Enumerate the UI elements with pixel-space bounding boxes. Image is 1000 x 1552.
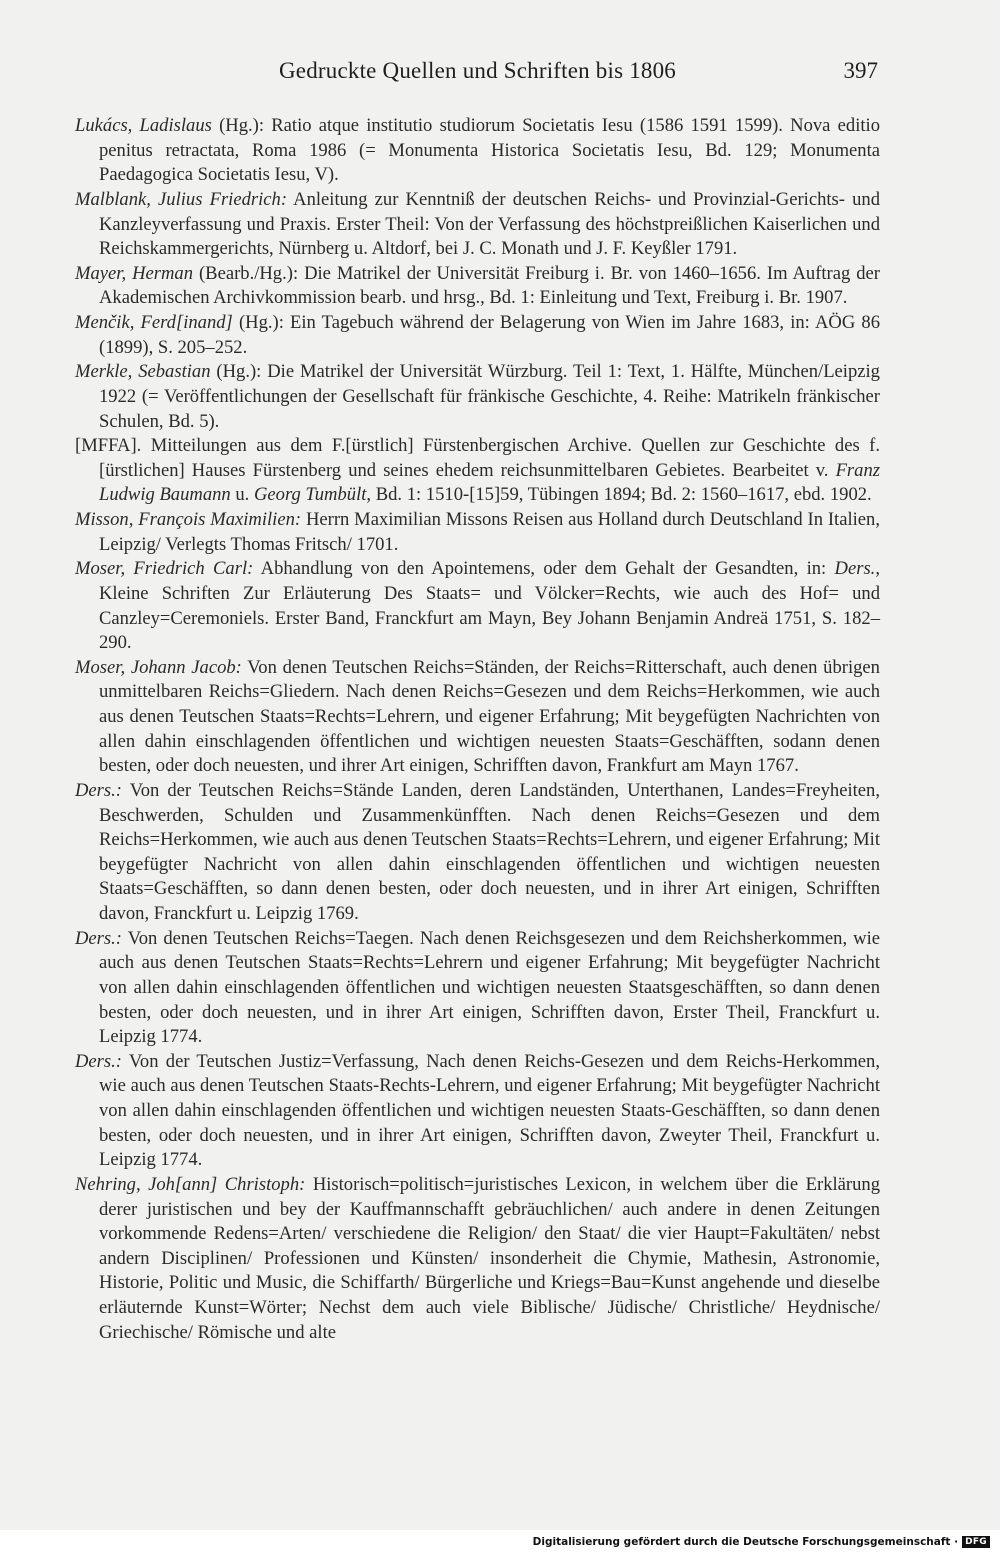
entry-text: [MFFA]. Mitteilungen aus dem F.[ürstlich] Fürstenbergischen Archive. Quellen zur Geschichte des f.[ürstlichen] Hauses Fürstenberg und seines ehedem reichsunmittelbaren Gebietes. Bearbeitet v. bbox=[75, 435, 880, 481]
bibliography-entry bbox=[75, 262, 880, 311]
entry-author: Ders.: bbox=[75, 779, 122, 801]
bibliography-entry bbox=[75, 508, 880, 557]
page-number: 397 bbox=[843, 58, 878, 83]
bibliography-list bbox=[75, 114, 880, 1345]
entry-text: Von der Teutschen Justiz=Verfassung, Nach denen Reichs-Gesezen und dem Reichs-Herkommen, wie auch aus denen Teutschen Staats-Rechts-Lehrern, und eigener Erfahrung; Mit beygefügter Nachricht von allen dahin einschlagenden öffentlichen und wichtigen neuesten Staats-Geschäfften, so dann denen besten, oder doch neuesten, und in ihrer Art einigen, Schrifften davon, Zweyter Theil, Franckfurt u. Leipzig 1774. bbox=[99, 1050, 880, 1171]
entry-text: Historisch=politisch=juristisches Lexicon, in welchem über die Erklärung derer juristischen und bey der Kauffmannschafft gebräuchlichen/ auch andere in denen Zeitungen vorkommende Redens=Arten/ verschiedene die Religion/ den Staat/ die vier Haupt=Fakultäten/ nebst andern Disciplinen/ Professionen und Künsten/ insonderheit die Chymie, Mathesin, Astronomie, Historie, Politic und Music, die Schiffarth/ Bürgerliche und Kriegs=Bau=Kunst angehende und dieselbe erläuternde Kunst=Wörter; Nechst dem auch viele Biblische/ Jüdische/ Christliche/ Heydnische/ Griechische/ Römische und alte bbox=[99, 1173, 881, 1343]
entry-author: Ders.: bbox=[75, 1050, 122, 1072]
bibliography-entry bbox=[75, 927, 880, 1050]
bibliography-entry bbox=[75, 360, 880, 434]
entry-text: , Bd. 1: 1510-[15]59, Tübingen 1894; Bd. 2: 1560–1617, ebd. 1902. bbox=[366, 484, 872, 506]
entry-author: Ders.: bbox=[75, 927, 122, 949]
entry-text: Herrn Maximilian Missons Reisen aus Holland durch Deutschland In Italien, Leipzig/ Verlegts Thomas Fritsch/ 1701. bbox=[99, 509, 880, 555]
digitization-credit bbox=[533, 1532, 990, 1552]
bibliography-entry bbox=[75, 114, 880, 188]
entry-text: , Kleine Schriften Zur Erläuterung Des Staats= und Völcker=Rechts, wie auch des Hof= und Canzley=Ceremoniels. Erster Band, Franckfurt am Mayn, Bey Johann Benjamin Andreä 1751, S. 182–290. bbox=[99, 558, 880, 654]
bibliography-entry bbox=[75, 434, 880, 508]
bibliography-entry bbox=[75, 779, 880, 927]
entry-text: Anleitung zur Kenntniß der deutschen Reichs- und Provinzial-Gerichts- und Kanzleyverfassung und Praxis. Erster Theil: Von der Verfassung des höchstpreißlichen Kaiserlichen und Reichskammergerichts, Nürnberg u. Altdorf, bei J. C. Monath und J. F. Keyßler 1791. bbox=[99, 188, 880, 260]
entry-author: Lukács, Ladislaus bbox=[75, 115, 212, 136]
entry-text: Von der Teutschen Reichs=Stände Landen, deren Landständen, Unterthanen, Landes=Freyheiten, Beschwerden, Schulden und Zusammenkünfften. Nach denen Reichs=Gesezen und dem Reichs=Herkommen, wie auch aus denen Teutschen Staats=Rechts=Lehrern, und eigener Erfahrung; Mit beygefügter Nachricht von allen dahin einschlagenden öffentlichen und wichtigen neuesten Staats=Geschäfften, so dann denen besten, oder doch neuesten, und in ihrer Art einigen, Schrifften davon, Franckfurt u. Leipzig 1769. bbox=[99, 779, 880, 924]
entry-text: (Hg.): Ein Tagebuch während der Belagerung von Wien im Jahre 1683, in: AÖG 86 (1899), S. 205–252. bbox=[99, 312, 880, 358]
entry-ders: Ders. bbox=[834, 558, 876, 580]
entry-editor: Franz Ludwig Baumann bbox=[99, 459, 880, 506]
running-header bbox=[75, 58, 880, 92]
header-title: Gedruckte Quellen und Schriften bis 1806 bbox=[279, 58, 676, 83]
entry-text: Von denen Teutschen Reichs=Ständen, der Reichs=Ritterschaft, auch denen übrigen unmittelbaren Reichs=Gliedern. Nach denen Reichs=Gesezen und dem Reichs=Herkommen, wie auch aus denen Teutschen Staats=Rechts=Lehrern, und eigener Erfahrung; Mit beygefügten Nachrichten von allen dahin einschlagenden öffentlichen und wichtigen neuesten Staats=Geschäfften, sodann denen besten, oder doch neuesten, und ihrer Art einigen, Schrifften davon, Frankfurt am Mayn 1767. bbox=[99, 656, 880, 777]
entry-text: (Bearb./Hg.): Die Matrikel der Universität Freiburg i. Br. von 1460–1656. Im Auftrag der Akademischen Archivkommission bearb. und hrsg., Bd. 1: Einleitung und Text, Freiburg i. Br. 1907. bbox=[99, 262, 880, 309]
entry-author: Merkle, Sebastian bbox=[75, 361, 211, 383]
entry-text: Von denen Teutschen Reichs=Taegen. Nach denen Reichsgesezen und dem Reichsherkommen, wie auch aus denen Teutschen Staats=Rechts=Lehrern und eigener Erfahrung; Mit beygefügter Nachricht von allen dahin einschlagenden öffentlichen und wichtigen neuesten Staatsgeschäfften, so dann denen besten, oder doch neuesten, und in ihrer Art einigen, Schrifften davon, Erster Theil, Franckfurt u. Leipzig 1774. bbox=[99, 927, 880, 1048]
dfg-logo: DFG bbox=[962, 1536, 990, 1548]
bibliography-entry bbox=[75, 188, 880, 262]
entry-text: (Hg.): Die Matrikel der Universität Würzburg. Teil 1: Text, 1. Hälfte, München/Leipzig 1922 (= Veröffentlichungen der Gesellschaft für fränkische Geschichte, 4. Reihe: Matrikeln fränkischer Schulen, Bd. 5). bbox=[99, 361, 880, 432]
entry-text: (Hg.): Ratio atque institutio studiorum Societatis Iesu (1586 1591 1599). Nova editio penitus retractata, Roma 1986 (= Monumenta Historica Societatis Iesu, Bd. 129; Monumenta Paedagogica Societatis Iesu, V). bbox=[99, 115, 880, 186]
entry-author: Moser, Friedrich Carl: bbox=[75, 558, 254, 580]
entry-editor: Georg Tumbült bbox=[253, 484, 367, 506]
bibliography-entry bbox=[75, 311, 880, 360]
credit-text: Digitalisierung gefördert durch die Deutsche Forschungsgemeinschaft · bbox=[532, 1536, 959, 1548]
entry-author: Misson, François Maximilien: bbox=[75, 509, 302, 530]
entry-text: Abhandlung von den Apointemens, oder dem Gehalt der Gesandten, in: bbox=[253, 558, 835, 580]
entry-author: Mayer, Herman bbox=[75, 262, 194, 284]
bibliography-entry bbox=[75, 1050, 880, 1173]
bibliography-entry bbox=[75, 1173, 880, 1345]
bibliography-entry bbox=[75, 557, 880, 656]
entry-author: Menčik, Ferd[inand] bbox=[75, 312, 233, 333]
entry-text: u. bbox=[230, 484, 254, 506]
entry-author: Malblank, Julius Friedrich: bbox=[75, 188, 288, 210]
entry-author: Moser, Johann Jacob: bbox=[75, 656, 242, 678]
entry-author: Nehring, Joh[ann] Christoph: bbox=[75, 1173, 306, 1195]
bibliography-entry bbox=[75, 656, 880, 779]
